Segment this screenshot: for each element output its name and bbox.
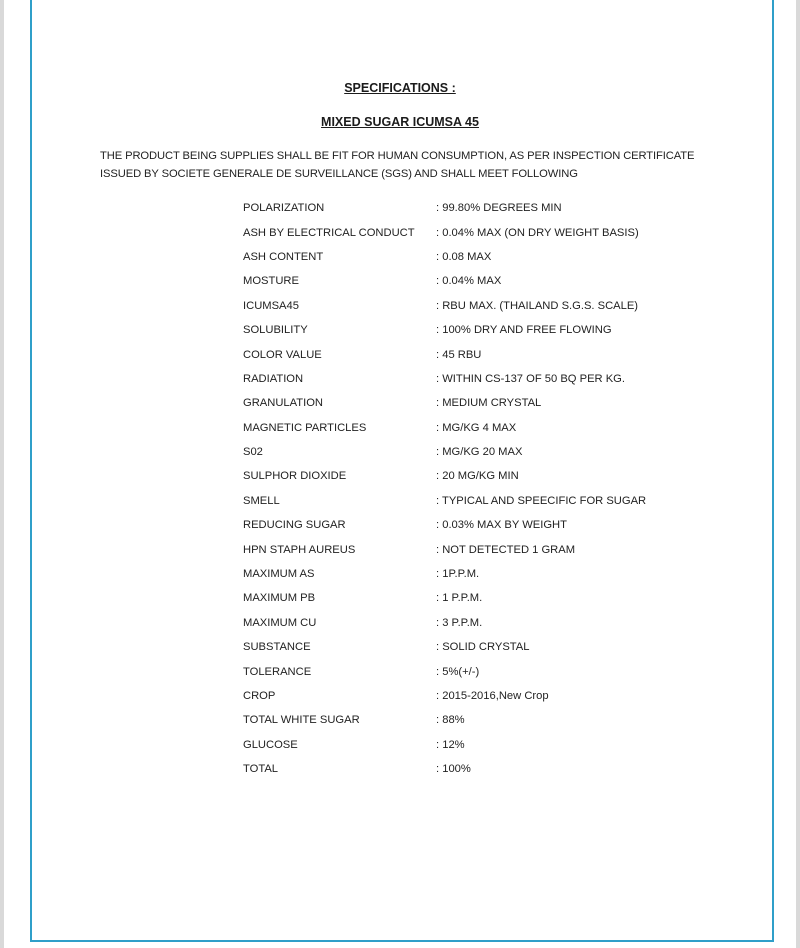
spec-value: : NOT DETECTED 1 GRAM [436, 543, 576, 556]
spec-value: : 12% [436, 738, 465, 751]
spec-value: : MEDIUM CRYSTAL [436, 397, 542, 410]
spec-value: : RBU MAX. (THAILAND S.G.S. SCALE) [436, 299, 639, 312]
spec-value: : TYPICAL AND SPEECIFIC FOR SUGAR [436, 494, 647, 507]
spec-label: SUBSTANCE [243, 641, 311, 654]
spec-row [243, 489, 703, 513]
spec-row [243, 245, 703, 269]
spec-row [243, 318, 703, 342]
spec-value: : SOLID CRYSTAL [436, 641, 530, 654]
spec-row [243, 294, 703, 318]
spec-label: CROP [243, 690, 276, 702]
spec-label: REDUCING SUGAR [243, 519, 346, 532]
spec-label: MAGNETIC PARTICLES [243, 421, 367, 434]
spec-value: : 100% DRY AND FREE FLOWING [436, 324, 612, 337]
specifications-heading: SPECIFICATIONS : [344, 81, 456, 95]
spec-label: POLARIZATION [243, 202, 325, 215]
spec-label: COLOR VALUE [243, 348, 322, 361]
spec-value: : 0.08 MAX [436, 250, 492, 263]
spec-row [243, 684, 703, 708]
spec-value: : 0.04% MAX (ON DRY WEIGHT BASIS) [436, 226, 639, 239]
spec-label: RADIATION [243, 372, 304, 385]
spec-label: SMELL [243, 494, 280, 507]
product-title: MIXED SUGAR ICUMSA 45 [321, 115, 479, 129]
spec-label: MAXIMUM PB [243, 592, 316, 605]
spec-label: MAXIMUM AS [243, 568, 315, 581]
spec-row [243, 220, 703, 244]
spec-label: ASH BY ELECTRICAL CONDUCT [243, 226, 415, 239]
spec-value: : 99.80% DEGREES MIN [436, 202, 562, 215]
spec-row [243, 537, 703, 561]
spec-value: : MG/KG 20 MAX [436, 446, 523, 459]
intro-paragraph [100, 147, 720, 183]
spec-label: TOLERANCE [243, 665, 312, 678]
spec-label: GRANULATION [243, 397, 323, 410]
spec-value: : 88% [436, 714, 465, 727]
spec-value: : MG/KG 4 MAX [436, 421, 517, 434]
spec-row [243, 367, 703, 391]
spec-row [243, 586, 703, 610]
spec-value: : 1 P.P.M. [436, 592, 483, 605]
spec-row [243, 708, 703, 732]
spec-label: GLUCOSE [243, 738, 298, 751]
spec-row [243, 391, 703, 415]
spec-row [243, 513, 703, 537]
spec-row [243, 611, 703, 635]
spec-value: : 20 MG/KG MIN [436, 470, 519, 483]
spec-label: TOTAL [243, 763, 279, 776]
spec-value: : 1P.P.M. [436, 568, 480, 581]
spec-value: : 2015-2016,New Crop [436, 690, 549, 702]
spec-row [243, 269, 703, 293]
spec-label: SULPHOR DIOXIDE [243, 470, 347, 483]
spec-row [243, 733, 703, 757]
spec-label: SOLUBILITY [243, 324, 308, 337]
spec-label: HPN STAPH AUREUS [243, 543, 356, 556]
spec-row [243, 635, 703, 659]
spec-label: ICUMSA45 [243, 299, 299, 312]
spec-value: : 3 P.P.M. [436, 616, 483, 629]
spec-label: MOSTURE [243, 275, 299, 288]
intro-line: ISSUED BY SOCIETE GENERALE DE SURVEILLANCE (SGS) AND SHALL MEET FOLLOWING [100, 168, 578, 180]
spec-row [243, 416, 703, 440]
spec-value: : 5%(+/-) [436, 665, 480, 678]
spec-row [243, 659, 703, 683]
spec-value: : 45 RBU [436, 348, 482, 361]
intro-line: THE PRODUCT BEING SUPPLIES SHALL BE FIT FOR HUMAN CONSUMPTION, AS PER INSPECTION CERTIFICATE [100, 150, 695, 162]
spec-row [243, 562, 703, 586]
spec-row [243, 342, 703, 366]
spec-value: : 0.04% MAX [436, 275, 502, 288]
spec-row [243, 440, 703, 464]
specifications-list [243, 196, 703, 781]
spec-label: MAXIMUM CU [243, 616, 317, 629]
spec-label: TOTAL WHITE SUGAR [243, 714, 360, 727]
spec-row [243, 464, 703, 488]
spec-value: : WITHIN CS-137 OF 50 BQ PER KG. [436, 372, 625, 385]
spec-row [243, 757, 703, 781]
spec-value: : 100% [436, 763, 471, 776]
spec-row [243, 196, 703, 220]
spec-value: : 0.03% MAX BY WEIGHT [436, 519, 567, 532]
spec-label: S02 [243, 446, 263, 459]
spec-label: ASH CONTENT [243, 250, 324, 263]
